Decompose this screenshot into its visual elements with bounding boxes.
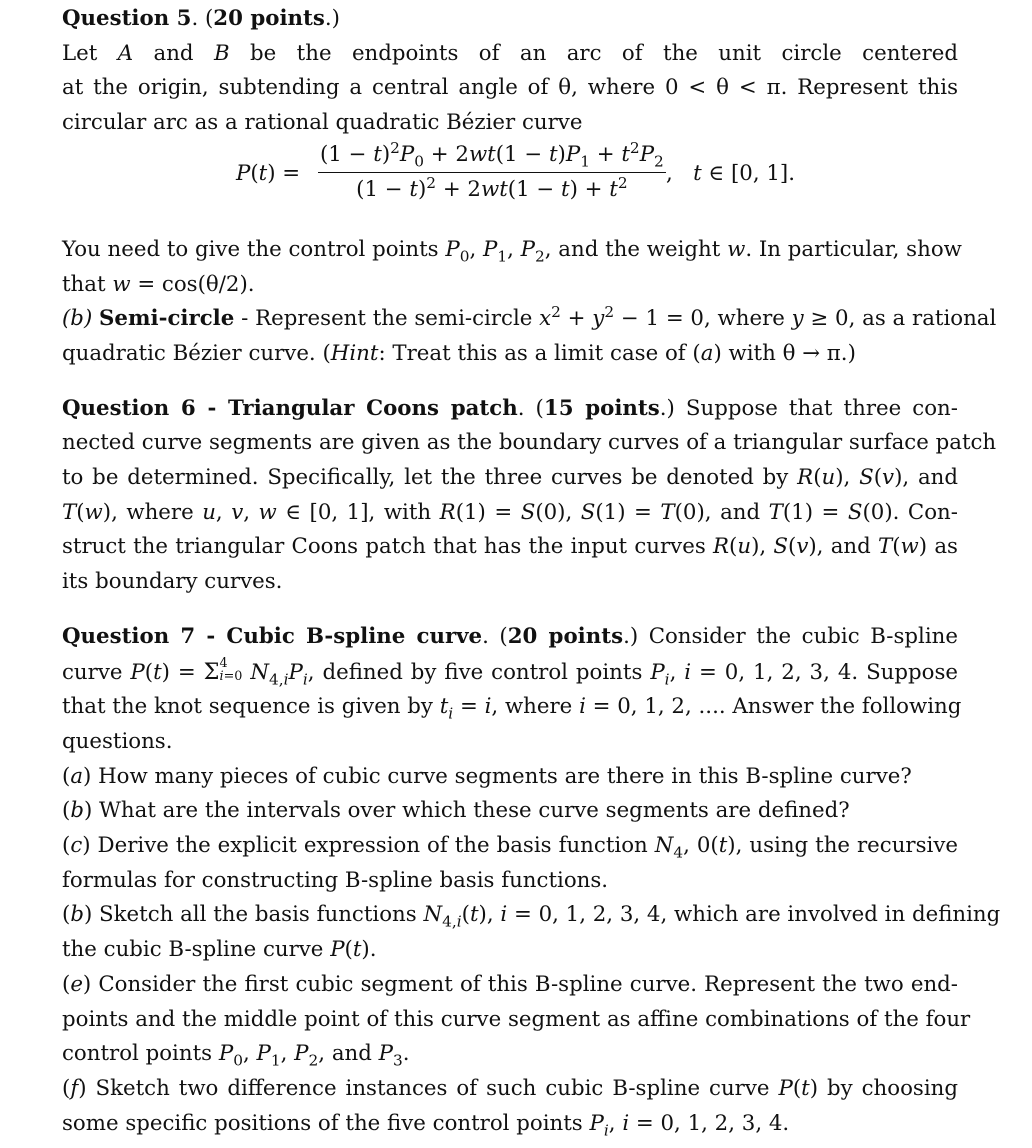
q5-b-label: (b) xyxy=(62,306,93,332)
q7-e-line-2: points and the middle point of this curve segment as affine combinations of the four xyxy=(62,1006,971,1032)
rational-bezier-equation xyxy=(62,138,958,233)
q5-b-line-2: quadratic Bézier curve. (Hint: Treat this as a limit case of (a) with θ → π.) xyxy=(62,340,856,366)
q7-text-1: Consider the cubic B-spline xyxy=(648,623,958,649)
equation-numerator: $(1 - t)^2P_0 + 2wt(1 - t)P_1 + t^2P_2$ xyxy=(320,138,664,171)
q7-c-line-2: formulas for constructing B-spline basis functions. xyxy=(62,867,609,893)
q7-line-2: curve P(t) = Σ 4 i=0 $N_{4,i}P_i$, defined by five control points $P_i$, i = 0, 1, 2, 3, 4. Suppose xyxy=(62,656,958,688)
q5-a-line-5: that w = cos(θ/2). xyxy=(62,271,255,297)
q7-d-line-2: the cubic B-spline curve P(t). xyxy=(62,937,377,963)
q5-header: Question 5. (20 points.) xyxy=(62,6,340,31)
q7-line-4: questions. xyxy=(62,728,173,754)
q5-b-line-1: (b) Semi-circle - Represent the semi-circle $x^2 + y^2 - 1 = 0$, where y ≥ 0, as a rational xyxy=(62,303,997,332)
q7-header: Question 7 - Cubic B-spline curve. (20 points.) Consider the cubic B-spline xyxy=(62,623,958,649)
q6-line-6: its boundary curves. xyxy=(62,569,283,595)
q5-a-line-1: Let A and B be the endpoints of an arc of the unit circle centered xyxy=(62,40,958,66)
q7-a: (a) How many pieces of cubic curve segments are there in this B-spline curve? xyxy=(62,763,912,789)
q7-e-line-3: control points $P_0$, $P_1$, $P_2$, and $P_3$. xyxy=(62,1041,410,1070)
q7-d-line-1: (b) Sketch all the basis functions $N_{4,i}(t)$, i = 0, 1, 2, 3, 4, which are involved in defining xyxy=(62,902,1001,931)
q7-c-line-1: (c) Derive the explicit expression of the basis function $N_4$, 0(t), using the recursive xyxy=(62,833,958,862)
q6-points: 15 points xyxy=(543,395,660,421)
document-page xyxy=(0,2,1032,1148)
q7-line-3: that the knot sequence is given by $t_i = i$, where i = 0, 1, 2, .... Answer the following xyxy=(62,694,962,723)
q5-b-text: Represent the semi-circle $x^2 + y^2 - 1 = 0$, where y ≥ 0, as a rational xyxy=(255,303,997,332)
q6-label: Question 6 - Triangular Coons patch xyxy=(62,395,518,421)
q7-f-line-1: (f) Sketch two difference instances of such cubic B-spline curve P(t) by choosing xyxy=(62,1075,959,1101)
q6-line-2: nected curve segments are given as the boundary curves of a triangular surface patch xyxy=(62,430,997,456)
q7-points: 20 points xyxy=(507,623,624,649)
q5-label: Question 5 xyxy=(62,6,192,31)
q6-line-4: T(w), where u, v, w ∈ [0, 1], with R(1) = S(0), S(1) = T(0), and T(1) = S(0). Con- xyxy=(62,499,958,525)
q7-b: (b) What are the intervals over which these curve segments are defined? xyxy=(62,798,850,824)
equation-fraction xyxy=(318,138,666,204)
q5-a-line-4: You need to give the control points $P_0$, $P_1$, $P_2$, and the weight w. In particular, show xyxy=(62,236,962,266)
q5-a-line-2: at the origin, subtending a central angle of θ, where 0 < θ < π. Represent this xyxy=(62,75,958,101)
q6-line-5: struct the triangular Coons patch that has the input curves R(u), S(v), and T(w) as xyxy=(62,534,958,560)
q7-e-line-1: (e) Consider the first cubic segment of this B-spline curve. Represent the two end- xyxy=(62,971,958,997)
equation-domain: , t ∈ [0, 1]. xyxy=(666,160,795,186)
q6-header: Question 6 - Triangular Coons patch. (15 points.) Suppose that three con- xyxy=(62,395,958,421)
equation-lhs: P(t) = xyxy=(236,160,301,186)
q5-b-title: Semi-circle xyxy=(99,306,235,332)
q6-line-3: to be determined. Specifically, let the three curves be denoted by R(u), S(v), and xyxy=(62,465,958,491)
q5-a-line-3: circular arc as a rational quadratic Bézier curve xyxy=(62,110,583,136)
q7-f-line-2: some specific positions of the five control points $P_i$, i = 0, 1, 2, 3, 4. xyxy=(62,1110,790,1139)
q5-points: 20 points xyxy=(213,6,325,31)
equation-denominator: $(1 - t)^2 + 2wt(1 - t) + t^2$ xyxy=(356,174,628,203)
q6-text-1: Suppose that three con- xyxy=(685,395,958,421)
q7-label: Question 7 - Cubic B-spline curve xyxy=(62,623,483,649)
